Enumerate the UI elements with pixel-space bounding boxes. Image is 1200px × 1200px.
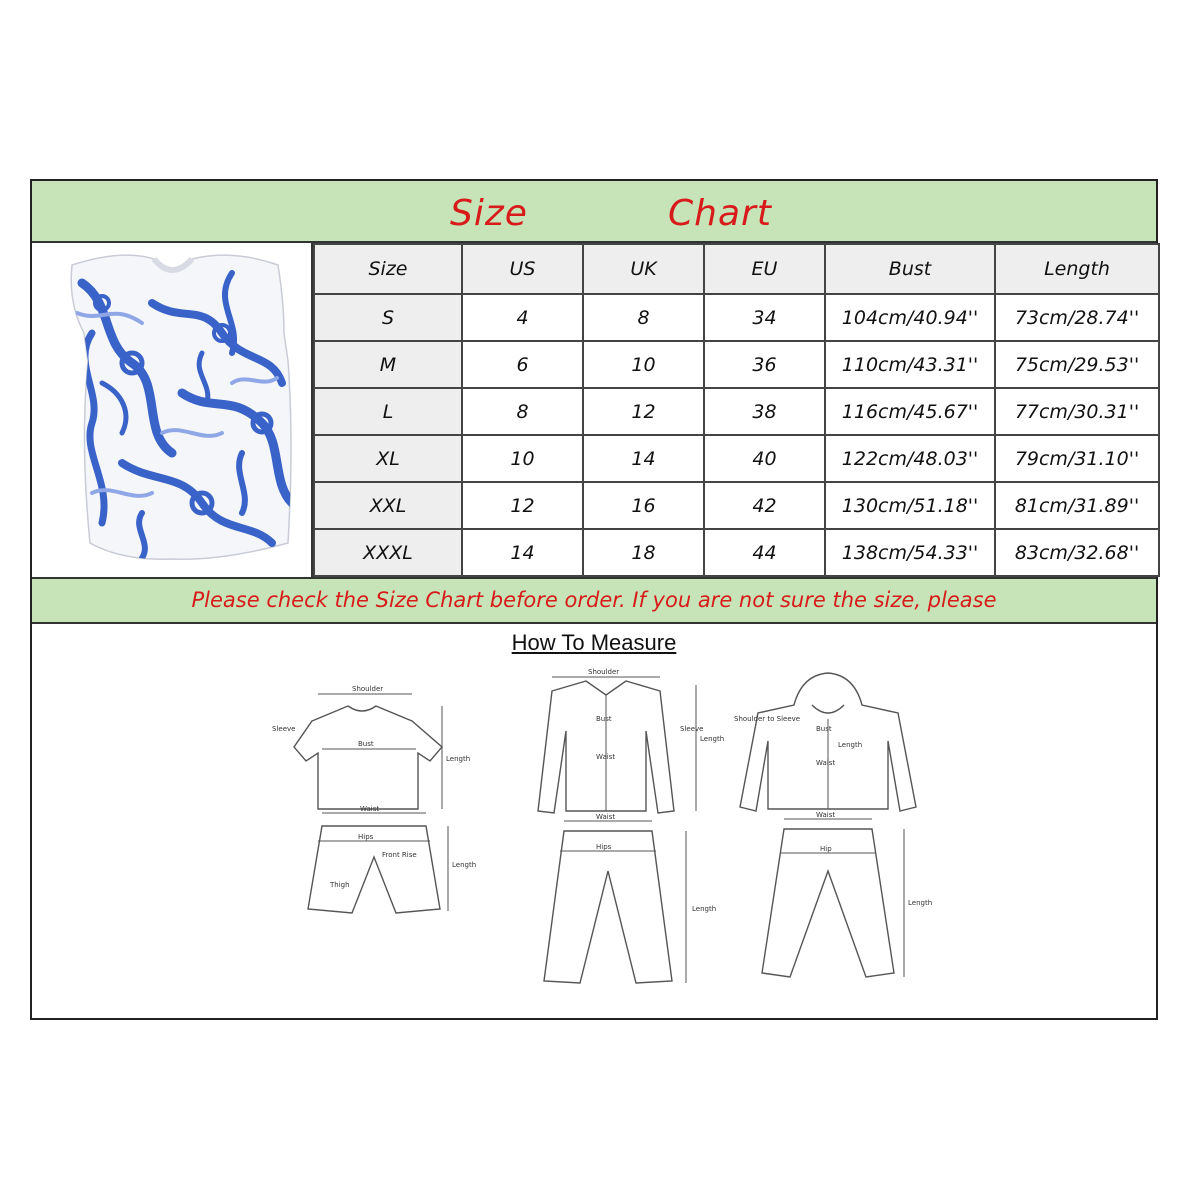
label-shirt-length: Length bbox=[700, 735, 725, 743]
cell-uk: 16 bbox=[583, 482, 704, 529]
cell-uk: 12 bbox=[583, 388, 704, 435]
product-image bbox=[32, 243, 313, 577]
shorts-diagram bbox=[308, 805, 476, 913]
cell-uk: 8 bbox=[583, 294, 704, 341]
cell-uk: 18 bbox=[583, 529, 704, 576]
cell-us: 10 bbox=[462, 435, 583, 482]
cell-size: S bbox=[314, 294, 462, 341]
cell-bust: 122cm/48.03'' bbox=[825, 435, 995, 482]
cell-length: 81cm/31.89'' bbox=[995, 482, 1159, 529]
header-length: Length bbox=[995, 244, 1159, 294]
table-row bbox=[314, 529, 1159, 576]
cell-size: XXL bbox=[314, 482, 462, 529]
cell-length: 83cm/32.68'' bbox=[995, 529, 1159, 576]
header-eu: EU bbox=[704, 244, 825, 294]
cell-bust: 104cm/40.94'' bbox=[825, 294, 995, 341]
label-bust: Bust bbox=[358, 740, 374, 748]
cell-eu: 34 bbox=[704, 294, 825, 341]
cell-us: 6 bbox=[462, 341, 583, 388]
header-uk: UK bbox=[583, 244, 704, 294]
cell-length: 75cm/29.53'' bbox=[995, 341, 1159, 388]
table-header-row bbox=[314, 244, 1159, 294]
cell-eu: 40 bbox=[704, 435, 825, 482]
cell-eu: 44 bbox=[704, 529, 825, 576]
table-row bbox=[314, 482, 1159, 529]
size-chart-frame bbox=[30, 179, 1158, 1020]
label-joggers-length: Length bbox=[908, 899, 933, 907]
cell-bust: 130cm/51.18'' bbox=[825, 482, 995, 529]
label-shoulder-to-sleeve: Shoulder to Sleeve bbox=[734, 715, 801, 723]
cell-bust: 138cm/54.33'' bbox=[825, 529, 995, 576]
table-row bbox=[314, 341, 1159, 388]
cell-us: 12 bbox=[462, 482, 583, 529]
cell-length: 73cm/28.74'' bbox=[995, 294, 1159, 341]
cell-size: XXXL bbox=[314, 529, 462, 576]
label-waist: Waist bbox=[360, 805, 380, 813]
measure-diagrams bbox=[32, 661, 1156, 1016]
cell-size: M bbox=[314, 341, 462, 388]
tshirt-diagram bbox=[272, 685, 470, 809]
label-shirt-shoulder: Shoulder bbox=[588, 668, 620, 676]
shirt-diagram bbox=[538, 668, 724, 813]
header-us: US bbox=[462, 244, 583, 294]
title-band bbox=[32, 181, 1156, 243]
label-shirt-bust: Bust bbox=[596, 715, 612, 723]
size-table bbox=[313, 243, 1160, 577]
how-to-measure-title: How To Measure bbox=[511, 630, 677, 655]
cell-eu: 36 bbox=[704, 341, 825, 388]
label-hoodie-length: Length bbox=[838, 741, 863, 749]
cell-us: 8 bbox=[462, 388, 583, 435]
label-trousers-length: Length bbox=[692, 905, 717, 913]
cell-size: L bbox=[314, 388, 462, 435]
cell-uk: 10 bbox=[583, 341, 704, 388]
label-length: Length bbox=[446, 755, 471, 763]
label-shoulder: Shoulder bbox=[352, 685, 384, 693]
label-joggers-waist: Waist bbox=[816, 811, 836, 819]
cell-us: 4 bbox=[462, 294, 583, 341]
cell-bust: 116cm/45.67'' bbox=[825, 388, 995, 435]
cell-size: XL bbox=[314, 435, 462, 482]
header-bust: Bust bbox=[825, 244, 995, 294]
joggers-diagram bbox=[762, 811, 932, 977]
label-hoodie-bust: Bust bbox=[816, 725, 832, 733]
cell-eu: 38 bbox=[704, 388, 825, 435]
order-note: Please check the Size Chart before order. If you are not sure the size, please bbox=[32, 577, 1156, 624]
label-trousers-hips: Hips bbox=[596, 843, 612, 851]
label-joggers-hip: Hip bbox=[820, 845, 832, 853]
table-row bbox=[314, 388, 1159, 435]
label-front-rise: Front Rise bbox=[382, 851, 417, 859]
table-row bbox=[314, 435, 1159, 482]
label-shirt-waist: Waist bbox=[596, 753, 616, 761]
label-hoodie-waist: Waist bbox=[816, 759, 836, 767]
label-trousers-waist: Waist bbox=[596, 813, 616, 821]
label-thigh: Thigh bbox=[330, 881, 350, 889]
label-shirt-sleeve: Sleeve bbox=[680, 725, 704, 733]
trousers-diagram bbox=[544, 813, 716, 983]
title-size-word: Size bbox=[450, 193, 528, 234]
hoodie-diagram bbox=[734, 673, 916, 811]
cell-bust: 110cm/43.31'' bbox=[825, 341, 995, 388]
tank-top-illustration bbox=[32, 243, 311, 577]
title-chart-word: Chart bbox=[668, 193, 772, 234]
cell-uk: 14 bbox=[583, 435, 704, 482]
cell-length: 79cm/31.10'' bbox=[995, 435, 1159, 482]
header-size: Size bbox=[314, 244, 462, 294]
cell-eu: 42 bbox=[704, 482, 825, 529]
table-row bbox=[314, 294, 1159, 341]
label-hips: Hips bbox=[358, 833, 374, 841]
label-shorts-length: Length bbox=[452, 861, 477, 869]
cell-length: 77cm/30.31'' bbox=[995, 388, 1159, 435]
label-sleeve: Sleeve bbox=[272, 725, 296, 733]
cell-us: 14 bbox=[462, 529, 583, 576]
